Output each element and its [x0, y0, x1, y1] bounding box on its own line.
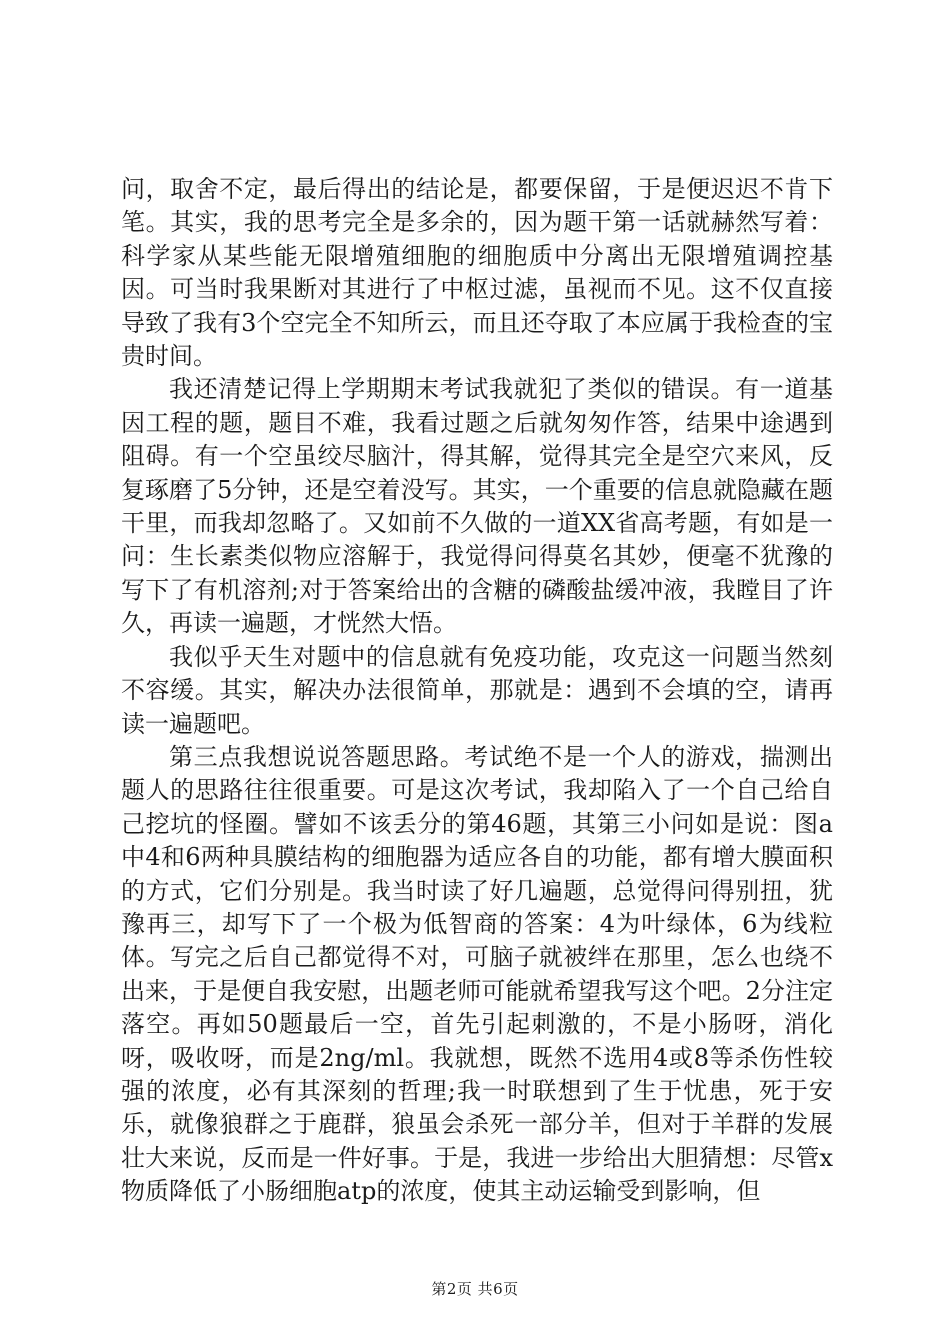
page-number: 第2页 共6页 — [431, 1280, 519, 1298]
paragraph-solution: 我似乎天生对题中的信息就有免疫功能，攻克这一问题当然刻不容缓。其实，解决办法很简单，那就是：遇到不会填的空，请再读一遍题吧。 — [121, 642, 833, 738]
paragraph-answer-approach: 第三点我想说说答题思路。考试绝不是一个人的游戏，揣测出题人的思路往往很重要。可是这次考试，我却陷入了一个自己给自己挖坑的怪圈。譬如不该丢分的第46题，其第三小问如是说：图a中4和6两种具膜结构的细胞器为适应各自的功能，都有增大膜面积的方式，它们分别是。我当时读了好几遍题，总觉得问得别扭，犹豫再三，却写下了一个极为低智商的答案：4为叶绿体，6为线粒体。写完之后自己都觉得不对，可脑子就被绊在那里，怎么也绕不出来，于是便自我安慰，出题老师可能就希望我写这个吧。2分注定落空。再如50题最后一空，首先引起刺激的，不是小肠呀，消化呀，吸收呀，而是2ng/ml。我就想，既然不选用4或8等杀伤性较强的浓度，必有其深刻的哲理;我一时联想到了生于忧患，死于安乐，就像狼群之于鹿群，狼虽会杀死一部分羊，但对于羊群的发展壮大来说，反而是一件好事。于是，我进一步给出大胆猜想：尽管x物质降低了小肠细胞atp的浓度，使其主动运输受到影响，但 — [121, 742, 833, 1206]
body-text — [121, 173, 833, 1209]
paragraph-previous-exam: 我还清楚记得上学期期末考试我就犯了类似的错误。有一道基因工程的题，题目不难，我看过题之后就匆匆作答，结果中途遇到阻碍。有一个空虽绞尽脑汁，得其解，觉得其完全是空穴来风，反复琢磨了5分钟，还是空着没写。其实，一个重要的信息就隐藏在题干里，而我却忽略了。又如前不久做的一道XX省高考题，有如是一问：生长素类似物应溶解于，我觉得问得莫名其妙，便毫不犹豫的写下了有机溶剂;对于答案给出的含糖的磷酸盐缓冲液，我瞠目了许久，再读一遍题，才恍然大悟。 — [121, 375, 833, 638]
paragraph-continuation: 问，取舍不定，最后得出的结论是，都要保留，于是便迟迟不肯下笔。其实，我的思考完全是多余的，因为题干第一话就赫然写着：科学家从某些能无限增殖细胞的细胞质中分离出无限增殖调控基因。可当时我果断对其进行了中枢过滤，虽视而不见。这不仅直接导致了我有3个空完全不知所云，而且还夺取了本应属于我检查的宝贵时间。 — [121, 175, 833, 371]
